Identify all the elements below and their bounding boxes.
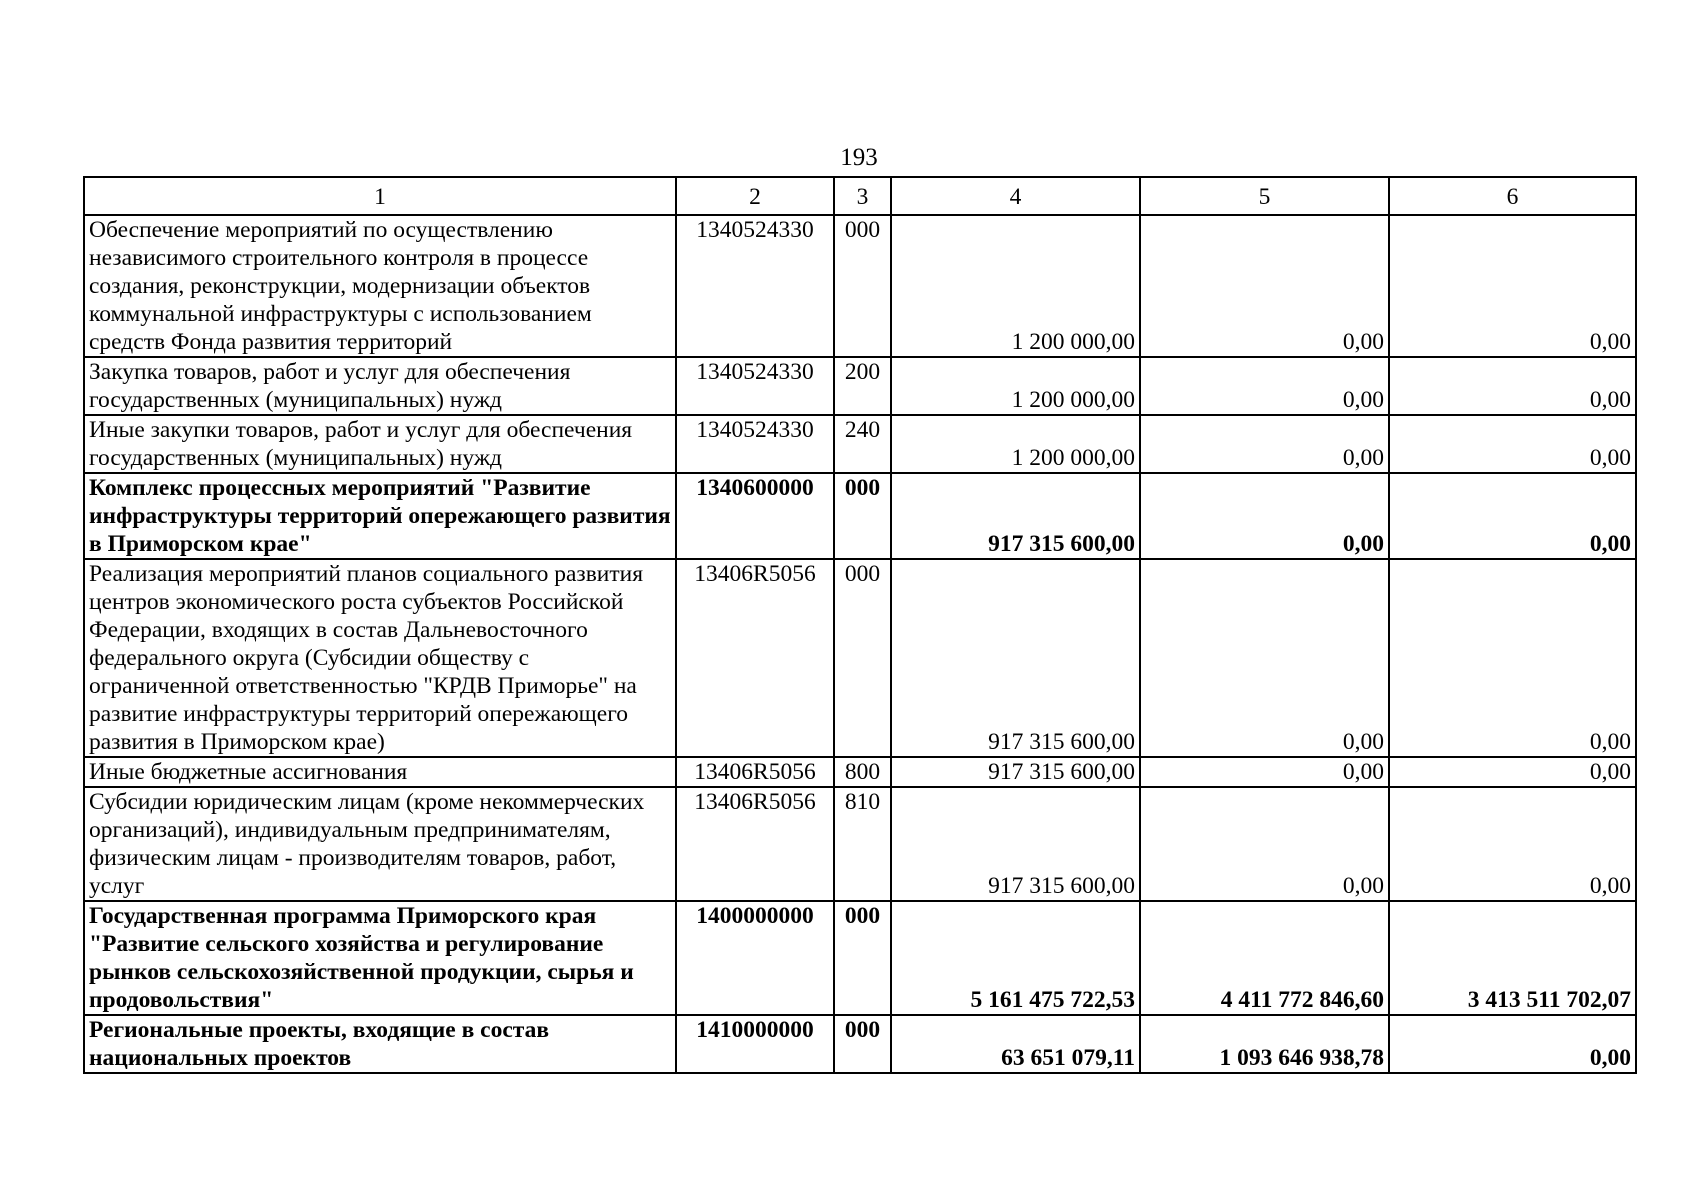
row-value-col4: 917 315 600,00 [891, 559, 1140, 757]
row-value-col6: 0,00 [1389, 357, 1636, 415]
row-code-cell: 1340524330 [676, 215, 834, 357]
row-type-cell: 240 [834, 415, 891, 473]
row-name-cell: Обеспечение мероприятий по осуществлению независимого строительного контроля в процессе создания, реконструкции, модернизации объектов коммунальной инфраструктуры с использованием средств Фонда развития территорий [84, 215, 676, 357]
row-value-col5: 4 411 772 846,60 [1140, 901, 1389, 1015]
row-type-cell: 000 [834, 473, 891, 559]
row-name-cell: Иные бюджетные ассигнования [84, 757, 676, 787]
row-code-cell: 13406R5056 [676, 757, 834, 787]
row-code-cell: 1340600000 [676, 473, 834, 559]
row-name-cell: Государственная программа Приморского края "Развитие сельского хозяйства и регулирование рынков сельскохозяйственной продукции, сырья и продовольствия" [84, 901, 676, 1015]
row-value-col6: 3 413 511 702,07 [1389, 901, 1636, 1015]
table-row [84, 1015, 1636, 1073]
table-row [84, 473, 1636, 559]
column-header: 5 [1140, 177, 1389, 215]
row-name-cell: Реализация мероприятий планов социального развития центров экономического роста субъектов Российской Федерации, входящих в состав Дальневосточного федерального округа (Субсидии обществу с ограниченной ответственностью "КРДВ Приморье" на развитие инфраструктуры территорий опережающего развития в Приморском крае) [84, 559, 676, 757]
row-value-col5: 0,00 [1140, 559, 1389, 757]
budget-table [83, 176, 1637, 1074]
page-number: 193 [840, 144, 878, 171]
row-value-col4: 5 161 475 722,53 [891, 901, 1140, 1015]
row-type-cell: 200 [834, 357, 891, 415]
row-name-cell: Комплекс процессных мероприятий "Развитие инфраструктуры территорий опережающего развития в Приморском крае" [84, 473, 676, 559]
row-value-col5: 0,00 [1140, 415, 1389, 473]
row-value-col4: 917 315 600,00 [891, 473, 1140, 559]
row-value-col4: 1 200 000,00 [891, 357, 1140, 415]
column-header: 1 [84, 177, 676, 215]
row-value-col5: 0,00 [1140, 357, 1389, 415]
row-value-col5: 0,00 [1140, 787, 1389, 901]
row-code-cell: 1340524330 [676, 357, 834, 415]
row-value-col4: 63 651 079,11 [891, 1015, 1140, 1073]
row-name-cell: Иные закупки товаров, работ и услуг для обеспечения государственных (муниципальных) нужд [84, 415, 676, 473]
column-header: 3 [834, 177, 891, 215]
row-name-cell: Закупка товаров, работ и услуг для обеспечения государственных (муниципальных) нужд [84, 357, 676, 415]
row-value-col6: 0,00 [1389, 559, 1636, 757]
row-code-cell: 1340524330 [676, 415, 834, 473]
row-value-col5: 0,00 [1140, 473, 1389, 559]
table-row [84, 357, 1636, 415]
row-value-col6: 0,00 [1389, 473, 1636, 559]
table-row [84, 757, 1636, 787]
row-type-cell: 000 [834, 559, 891, 757]
row-value-col6: 0,00 [1389, 1015, 1636, 1073]
row-type-cell: 000 [834, 1015, 891, 1073]
row-code-cell: 13406R5056 [676, 787, 834, 901]
row-type-cell: 000 [834, 215, 891, 357]
header-row [84, 177, 1636, 215]
row-value-col4: 1 200 000,00 [891, 415, 1140, 473]
column-header: 2 [676, 177, 834, 215]
row-type-cell: 810 [834, 787, 891, 901]
row-name-cell: Субсидии юридическим лицам (кроме некоммерческих организаций), индивидуальным предпринимателям, физическим лицам - производителям товаров, работ, услуг [84, 787, 676, 901]
row-name-cell: Региональные проекты, входящие в состав национальных проектов [84, 1015, 676, 1073]
row-value-col6: 0,00 [1389, 415, 1636, 473]
row-code-cell: 1400000000 [676, 901, 834, 1015]
row-code-cell: 13406R5056 [676, 559, 834, 757]
table-row [84, 901, 1636, 1015]
row-type-cell: 000 [834, 901, 891, 1015]
row-value-col4: 1 200 000,00 [891, 215, 1140, 357]
row-value-col6: 0,00 [1389, 787, 1636, 901]
row-value-col5: 0,00 [1140, 757, 1389, 787]
table-row [84, 559, 1636, 757]
row-value-col4: 917 315 600,00 [891, 757, 1140, 787]
table-row [84, 215, 1636, 357]
row-value-col4: 917 315 600,00 [891, 787, 1140, 901]
row-value-col6: 0,00 [1389, 757, 1636, 787]
row-value-col5: 1 093 646 938,78 [1140, 1015, 1389, 1073]
column-header: 4 [891, 177, 1140, 215]
row-value-col5: 0,00 [1140, 215, 1389, 357]
table-row [84, 415, 1636, 473]
table-row [84, 787, 1636, 901]
row-value-col6: 0,00 [1389, 215, 1636, 357]
column-header: 6 [1389, 177, 1636, 215]
row-code-cell: 1410000000 [676, 1015, 834, 1073]
row-type-cell: 800 [834, 757, 891, 787]
